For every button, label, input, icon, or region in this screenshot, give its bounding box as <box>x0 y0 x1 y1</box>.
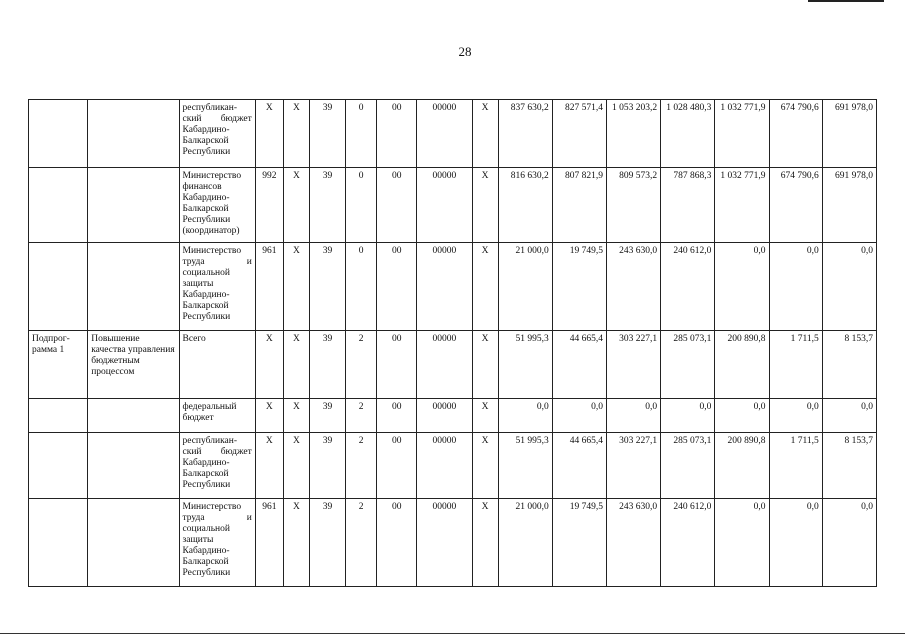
amount-cell: 0,0 <box>822 399 876 433</box>
amount-cell: 21 000,0 <box>498 243 552 331</box>
direction-code-cell: 00000 <box>417 168 472 243</box>
amount-cell: 21 000,0 <box>498 499 552 587</box>
amount-cell: 240 612,0 <box>661 499 715 587</box>
grbs-code-cell: X <box>255 399 283 433</box>
program-cell <box>88 100 179 168</box>
amount-cell: 243 630,0 <box>606 243 660 331</box>
program-code-cell: 39 <box>309 100 345 168</box>
expense-type-cell: X <box>472 331 498 399</box>
table-row <box>29 100 877 168</box>
section-code-cell: X <box>283 499 309 587</box>
amount-cell: 200 890,8 <box>715 331 769 399</box>
page-number: 28 <box>458 44 472 59</box>
amount-cell: 1 053 203,2 <box>606 100 660 168</box>
amount-cell: 691 978,0 <box>822 168 876 243</box>
amount-cell: 8 153,7 <box>822 433 876 499</box>
table-row <box>29 243 877 331</box>
amount-cell: 243 630,0 <box>606 499 660 587</box>
amount-cell: 0,0 <box>498 399 552 433</box>
amount-cell: 827 571,4 <box>552 100 606 168</box>
amount-cell: 1 028 480,3 <box>661 100 715 168</box>
amount-cell: 240 612,0 <box>661 243 715 331</box>
funding-source-cell: Министерство труда и социальной защиты Кабардино-Балкарской Республики <box>179 499 255 587</box>
expense-type-cell: X <box>472 243 498 331</box>
expense-type-cell: X <box>472 433 498 499</box>
funding-source-cell: Всего <box>179 331 255 399</box>
section-code-cell: X <box>283 243 309 331</box>
status-cell <box>29 433 88 499</box>
program-code-cell: 39 <box>309 168 345 243</box>
program-code-cell: 39 <box>309 331 345 399</box>
status-cell <box>29 243 88 331</box>
table-row <box>29 433 877 499</box>
amount-cell: 19 749,5 <box>552 243 606 331</box>
program-cell <box>88 399 179 433</box>
program-code-cell: 39 <box>309 399 345 433</box>
amount-cell: 674 790,6 <box>769 100 822 168</box>
section-code-cell: X <box>283 399 309 433</box>
table-row <box>29 399 877 433</box>
grbs-code-cell: X <box>255 433 283 499</box>
amount-cell: 1 032 771,9 <box>715 168 769 243</box>
funding-source-cell: Министерство финансов Кабардино-Балкарской Республики (координатор) <box>179 168 255 243</box>
amount-cell: 0,0 <box>661 399 715 433</box>
measure-code-cell: 00 <box>377 499 417 587</box>
table-row <box>29 499 877 587</box>
direction-code-cell: 00000 <box>417 331 472 399</box>
expense-type-cell: X <box>472 168 498 243</box>
program-cell <box>88 243 179 331</box>
amount-cell: 200 890,8 <box>715 433 769 499</box>
measure-code-cell: 00 <box>377 399 417 433</box>
subprogram-code-cell: 2 <box>346 399 377 433</box>
amount-cell: 51 995,3 <box>498 433 552 499</box>
amount-cell: 674 790,6 <box>769 168 822 243</box>
measure-code-cell: 00 <box>377 331 417 399</box>
amount-cell: 807 821,9 <box>552 168 606 243</box>
measure-code-cell: 00 <box>377 168 417 243</box>
measure-code-cell: 00 <box>377 243 417 331</box>
program-cell: Повышение качества управления бюджетным процессом <box>88 331 179 399</box>
section-code-cell: X <box>283 433 309 499</box>
program-code-cell: 39 <box>309 243 345 331</box>
subprogram-code-cell: 2 <box>346 433 377 499</box>
grbs-code-cell: 992 <box>255 168 283 243</box>
amount-cell: 787 868,3 <box>661 168 715 243</box>
amount-cell: 816 630,2 <box>498 168 552 243</box>
amount-cell: 51 995,3 <box>498 331 552 399</box>
table-row <box>29 331 877 399</box>
grbs-code-cell: 961 <box>255 499 283 587</box>
funding-source-cell: республикан-ский бюджет Кабардино-Балкарской Республики <box>179 433 255 499</box>
amount-cell: 0,0 <box>606 399 660 433</box>
direction-code-cell: 00000 <box>417 499 472 587</box>
amount-cell: 0,0 <box>715 499 769 587</box>
section-code-cell: X <box>283 331 309 399</box>
amount-cell: 1 711,5 <box>769 433 822 499</box>
bottom-rule <box>0 633 905 634</box>
amount-cell: 0,0 <box>715 399 769 433</box>
subprogram-code-cell: 2 <box>346 331 377 399</box>
amount-cell: 285 073,1 <box>661 433 715 499</box>
amount-cell: 44 665,4 <box>552 331 606 399</box>
status-cell <box>29 100 88 168</box>
amount-cell: 0,0 <box>715 243 769 331</box>
amount-cell: 1 711,5 <box>769 331 822 399</box>
expense-type-cell: X <box>472 100 498 168</box>
subprogram-code-cell: 0 <box>346 168 377 243</box>
amount-cell: 0,0 <box>552 399 606 433</box>
direction-code-cell: 00000 <box>417 100 472 168</box>
status-cell <box>29 399 88 433</box>
measure-code-cell: 00 <box>377 100 417 168</box>
expense-type-cell: X <box>472 499 498 587</box>
amount-cell: 0,0 <box>769 243 822 331</box>
funding-source-cell: Министерство труда и социальной защиты Кабардино-Балкарской Республики <box>179 243 255 331</box>
grbs-code-cell: 961 <box>255 243 283 331</box>
amount-cell: 1 032 771,9 <box>715 100 769 168</box>
amount-cell: 691 978,0 <box>822 100 876 168</box>
amount-cell: 0,0 <box>822 499 876 587</box>
funding-source-cell: федеральный бюджет <box>179 399 255 433</box>
subprogram-code-cell: 0 <box>346 100 377 168</box>
amount-cell: 0,0 <box>769 399 822 433</box>
grbs-code-cell: X <box>255 100 283 168</box>
measure-code-cell: 00 <box>377 433 417 499</box>
amount-cell: 0,0 <box>822 243 876 331</box>
status-cell <box>29 168 88 243</box>
amount-cell: 303 227,1 <box>606 331 660 399</box>
budget-table <box>28 99 877 587</box>
program-code-cell: 39 <box>309 433 345 499</box>
program-code-cell: 39 <box>309 499 345 587</box>
amount-cell: 19 749,5 <box>552 499 606 587</box>
grbs-code-cell: X <box>255 331 283 399</box>
direction-code-cell: 00000 <box>417 433 472 499</box>
program-cell <box>88 499 179 587</box>
amount-cell: 0,0 <box>769 499 822 587</box>
amount-cell: 285 073,1 <box>661 331 715 399</box>
status-cell: Подпрог-рамма 1 <box>29 331 88 399</box>
amount-cell: 809 573,2 <box>606 168 660 243</box>
section-code-cell: X <box>283 168 309 243</box>
table-row <box>29 168 877 243</box>
program-cell <box>88 168 179 243</box>
funding-source-cell: республикан-ский бюджет Кабардино-Балкарской Республики <box>179 100 255 168</box>
direction-code-cell: 00000 <box>417 243 472 331</box>
top-rule <box>808 0 884 2</box>
amount-cell: 303 227,1 <box>606 433 660 499</box>
section-code-cell: X <box>283 100 309 168</box>
amount-cell: 8 153,7 <box>822 331 876 399</box>
subprogram-code-cell: 0 <box>346 243 377 331</box>
direction-code-cell: 00000 <box>417 399 472 433</box>
amount-cell: 837 630,2 <box>498 100 552 168</box>
program-cell <box>88 433 179 499</box>
subprogram-code-cell: 2 <box>346 499 377 587</box>
amount-cell: 44 665,4 <box>552 433 606 499</box>
status-cell <box>29 499 88 587</box>
expense-type-cell: X <box>472 399 498 433</box>
